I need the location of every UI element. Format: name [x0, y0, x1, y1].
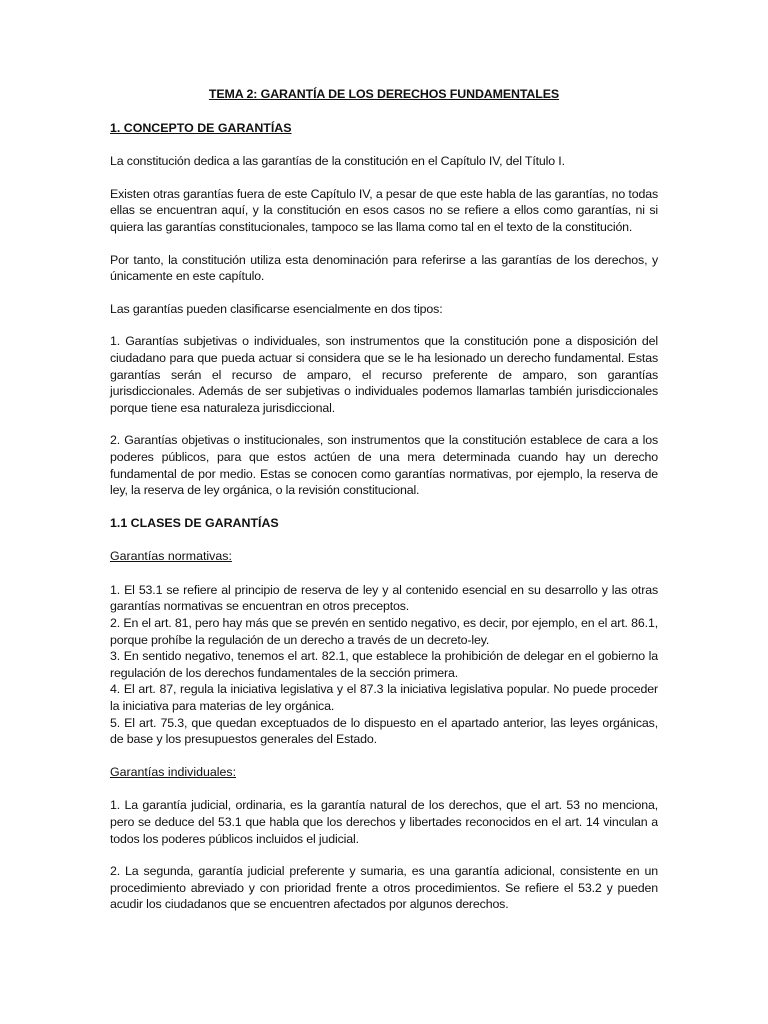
paragraph: Las garantías pueden clasificarse esencialmente en dos tipos:	[110, 301, 443, 316]
subheading-garantias-normativas: Garantías normativas:	[110, 549, 232, 564]
list-item: 5. El art. 75.3, que quedan exceptuados de lo dispuesto en el apartado anterior, las leyes orgánicas, de base y los presupuestos generales del Estado.	[110, 715, 658, 747]
list-item: 1. El 53.1 se refiere al principio de reserva de ley y al contenido esencial en su desarrollo y las otras garantías normativas se encuentran en otros preceptos.	[110, 582, 658, 614]
document-title: TEMA 2: GARANTÍA DE LOS DERECHOS FUNDAMENTALES	[208, 87, 560, 101]
paragraph: Existen otras garantías fuera de este Capítulo IV, a pesar de que este habla de las garantías, no todas ellas se encuentran aquí, y la constitución en esos casos no se refiere a ellos como garantías, ni si quiera las garantías constitucionales, tampoco se las llama como tal en el texto de la constitución.	[110, 186, 658, 234]
section-heading-clases: 1.1 CLASES DE GARANTÍAS	[110, 515, 279, 530]
list-item: 2. En el art. 81, pero hay más que se prevén en sentido negativo, es decir, por ejemplo, en el art. 86.1, porque prohíbe la regulación de un derecho a través de un decreto-ley.	[110, 616, 658, 647]
paragraph: Por tanto, la constitución utiliza esta denominación para referirse a las garantías de los derechos, y únicamente en este capítulo.	[110, 252, 658, 284]
paragraph: La constitución dedica a las garantías de la constitución en el Capítulo IV, del Título I.	[110, 154, 565, 169]
paragraph-garantias-subjetivas: 1. Garantías subjetivas o individuales, son instrumentos que la constitución pone a disposición del ciudadano para que pueda actuar si considera que se le ha lesionado un derecho fundamental. Estas garantías serán el recurso de amparo, el recurso preferente de amparo, son garantías jurisdiccionales. Además de ser subjetivas o individuales podemos llamarlas también jurisdiccionales porque tiene esa naturaleza jurisdiccional.	[110, 334, 658, 415]
normativas-list	[110, 582, 658, 748]
list-item: 4. El art. 87, regula la iniciativa legislativa y el 87.3 la iniciativa legislativa popular. No puede proceder la iniciativa para materias de ley orgánica.	[110, 682, 658, 714]
subheading-garantias-individuales: Garantías individuales:	[110, 764, 237, 779]
paragraph-garantia-judicial: 1. La garantía judicial, ordinaria, es la garantía natural de los derechos, que el art. 53 no menciona, pero se deduce del 53.1 que habla que los derechos y libertades reconocidos en el art. 14 vinculan a todos los poderes públicos incluidos el judicial.	[110, 798, 658, 846]
section-heading-concepto: 1. CONCEPTO DE GARANTÍAS	[110, 120, 292, 135]
paragraph-garantia-preferente: 2. La segunda, garantía judicial preferente y sumaria, es una garantía adicional, consistente en un procedimiento abreviado y con prioridad frente a otros procedimientos. Se refiere el 53.2 y pueden acudir los ciudadanos que se encuentren afectados por algunos derechos.	[110, 864, 658, 912]
list-item: 3. En sentido negativo, tenemos el art. 82.1, que establece la prohibición de delegar en el gobierno la regulación de los derechos fundamentales de la sección primera.	[110, 649, 658, 680]
paragraph-garantias-objetivas: 2. Garantías objetivas o institucionales, son instrumentos que la constitución establece de cara a los poderes públicos, para que estos actúen de una mera determinada cuando hay un derecho fundamental de por medio. Estas se conocen como garantías normativas, por ejemplo, la reserva de ley, la reserva de ley orgánica, o la revisión constitucional.	[110, 433, 658, 498]
